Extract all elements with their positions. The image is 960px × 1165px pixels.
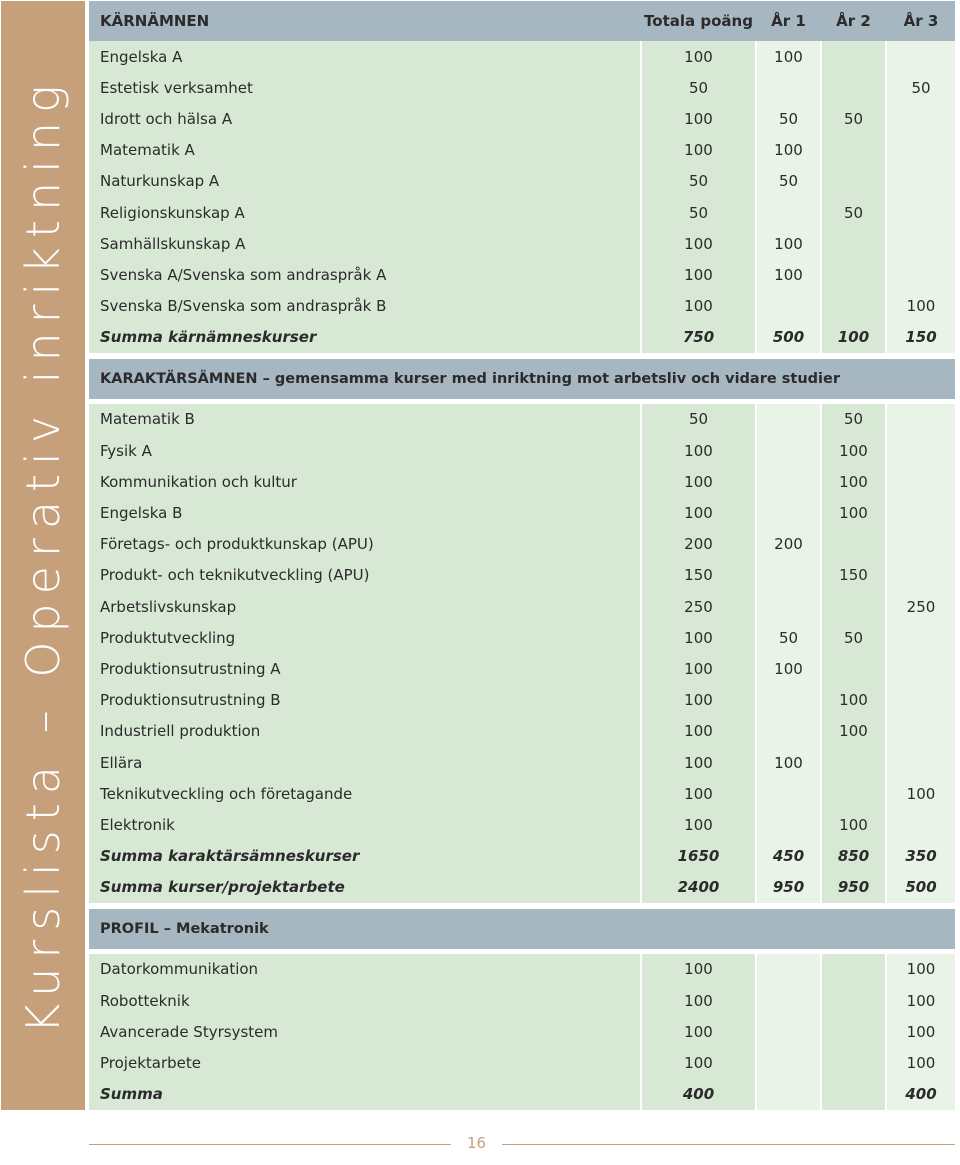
cell-year2 <box>822 228 885 259</box>
cell-total: 100 <box>642 435 755 466</box>
cell-total: 100 <box>642 1047 755 1078</box>
cell-total: 50 <box>642 166 755 197</box>
cell-year3: 500 <box>887 872 955 903</box>
cell-subject: Summa <box>89 1079 640 1110</box>
cell-year1 <box>757 778 820 809</box>
cell-total: 100 <box>642 103 755 134</box>
cell-total: 100 <box>642 466 755 497</box>
course-row <box>89 228 955 259</box>
footer-rule-left <box>89 1144 451 1145</box>
course-row <box>89 1047 955 1078</box>
cell-subject: Företags- och produktkunskap (APU) <box>89 529 640 560</box>
cell-year2: 100 <box>822 466 885 497</box>
cell-year1 <box>757 435 820 466</box>
cell-year2 <box>822 1079 885 1110</box>
cell-subject: Produktionsutrustning A <box>89 653 640 684</box>
sum-row <box>89 841 955 872</box>
cell-total: 2400 <box>642 872 755 903</box>
header-karnamnen <box>89 1 955 41</box>
cell-year2: 100 <box>822 716 885 747</box>
cell-total: 100 <box>642 809 755 840</box>
course-row <box>89 653 955 684</box>
cell-year1: 450 <box>757 841 820 872</box>
cell-total: 100 <box>642 653 755 684</box>
cell-year2: 950 <box>822 872 885 903</box>
header-profil <box>89 909 955 949</box>
cell-year2: 50 <box>822 197 885 228</box>
cell-total: 750 <box>642 322 755 353</box>
cell-subject: Projektarbete <box>89 1047 640 1078</box>
course-row <box>89 985 955 1016</box>
cell-year3 <box>887 135 955 166</box>
header-col-year3: År 3 <box>903 12 939 30</box>
cell-year2: 50 <box>822 404 885 435</box>
course-row <box>89 529 955 560</box>
cell-subject: Samhällskunskap A <box>89 228 640 259</box>
cell-year3: 150 <box>887 322 955 353</box>
cell-subject: Religionskunskap A <box>89 197 640 228</box>
cell-year1 <box>757 685 820 716</box>
cell-year1 <box>757 1016 820 1047</box>
cell-subject: Datorkommunikation <box>89 954 640 985</box>
cell-subject: Arbetslivskunskap <box>89 591 640 622</box>
header-col-year2: År 2 <box>836 12 871 30</box>
course-row <box>89 809 955 840</box>
cell-total: 100 <box>642 259 755 290</box>
cell-total: 100 <box>642 747 755 778</box>
cell-total: 50 <box>642 197 755 228</box>
cell-year1: 200 <box>757 529 820 560</box>
karakt-section <box>89 399 955 903</box>
cell-year3 <box>887 622 955 653</box>
cell-year3 <box>887 685 955 716</box>
cell-total: 100 <box>642 41 755 72</box>
cell-year1 <box>757 716 820 747</box>
cell-subject: Ellära <box>89 747 640 778</box>
cell-subject: Fysik A <box>89 435 640 466</box>
cell-subject: Robotteknik <box>89 985 640 1016</box>
cell-year1 <box>757 985 820 1016</box>
cell-year3: 100 <box>887 1016 955 1047</box>
cell-year3 <box>887 809 955 840</box>
karakt-title: KARAKTÄRSÄMNEN <box>100 370 258 387</box>
cell-subject: Industriell produktion <box>89 716 640 747</box>
cell-subject: Svenska A/Svenska som andraspråk A <box>89 259 640 290</box>
cell-subject: Summa karaktärsämneskurser <box>89 841 640 872</box>
cell-year3 <box>887 166 955 197</box>
cell-year3 <box>887 747 955 778</box>
cell-year3 <box>887 497 955 528</box>
cell-year2: 100 <box>822 809 885 840</box>
cell-year3 <box>887 529 955 560</box>
cell-total: 100 <box>642 1016 755 1047</box>
course-row <box>89 497 955 528</box>
header-col-total: Totala poäng <box>644 12 753 30</box>
cell-year2 <box>822 591 885 622</box>
cell-year3 <box>887 560 955 591</box>
cell-total: 100 <box>642 716 755 747</box>
cell-year3: 100 <box>887 291 955 322</box>
cell-total: 100 <box>642 135 755 166</box>
cell-year1: 100 <box>757 228 820 259</box>
cell-year3 <box>887 228 955 259</box>
cell-year2: 100 <box>822 435 885 466</box>
cell-year1: 50 <box>757 622 820 653</box>
cell-year2: 100 <box>822 685 885 716</box>
cell-year2: 50 <box>822 103 885 134</box>
cell-subject: Summa kärnämneskurser <box>89 322 640 353</box>
cell-year1: 100 <box>757 41 820 72</box>
cell-year2 <box>822 1047 885 1078</box>
cell-year1 <box>757 72 820 103</box>
cell-total: 400 <box>642 1079 755 1110</box>
course-row <box>89 72 955 103</box>
cell-year1: 500 <box>757 322 820 353</box>
cell-total: 100 <box>642 497 755 528</box>
course-row <box>89 135 955 166</box>
header-col-subject: KÄRNÄMNEN <box>100 12 210 30</box>
header-karaktarsamnen <box>89 359 955 399</box>
cell-year1: 100 <box>757 135 820 166</box>
cell-total: 100 <box>642 291 755 322</box>
cell-year1 <box>757 1047 820 1078</box>
course-row <box>89 591 955 622</box>
cell-subject: Elektronik <box>89 809 640 840</box>
course-row <box>89 41 955 72</box>
course-row <box>89 291 955 322</box>
cell-year2 <box>822 166 885 197</box>
cell-subject: Engelska B <box>89 497 640 528</box>
cell-year3 <box>887 103 955 134</box>
sum-row <box>89 1079 955 1110</box>
cell-total: 250 <box>642 591 755 622</box>
course-row <box>89 716 955 747</box>
cell-year2 <box>822 259 885 290</box>
page-number: 16 <box>466 1134 487 1152</box>
cell-subject: Kommunikation och kultur <box>89 466 640 497</box>
course-row <box>89 1016 955 1047</box>
cell-year2 <box>822 72 885 103</box>
cell-subject: Estetisk verksamhet <box>89 72 640 103</box>
cell-year2 <box>822 778 885 809</box>
profil-title: PROFIL <box>100 920 159 937</box>
cell-year2: 100 <box>822 497 885 528</box>
course-row <box>89 747 955 778</box>
cell-year3: 100 <box>887 985 955 1016</box>
course-row <box>89 259 955 290</box>
cell-year1: 950 <box>757 872 820 903</box>
cell-year3 <box>887 653 955 684</box>
cell-year2 <box>822 291 885 322</box>
course-row <box>89 622 955 653</box>
cell-year1: 50 <box>757 103 820 134</box>
cell-total: 150 <box>642 560 755 591</box>
cell-total: 100 <box>642 778 755 809</box>
cell-year2 <box>822 747 885 778</box>
header-col-year1: År 1 <box>771 12 806 30</box>
cell-total: 100 <box>642 954 755 985</box>
cell-year2: 850 <box>822 841 885 872</box>
cell-year3 <box>887 716 955 747</box>
course-row <box>89 197 955 228</box>
cell-subject: Avancerade Styrsystem <box>89 1016 640 1047</box>
cell-total: 100 <box>642 622 755 653</box>
cell-year2 <box>822 954 885 985</box>
cell-year1: 100 <box>757 653 820 684</box>
cell-year3 <box>887 466 955 497</box>
side-title: Kurslista – Operativ inriktning <box>16 76 70 1034</box>
cell-subject: Matematik A <box>89 135 640 166</box>
cell-year2 <box>822 1016 885 1047</box>
cell-subject: Produktutveckling <box>89 622 640 653</box>
cell-subject: Naturkunskap A <box>89 166 640 197</box>
cell-year1 <box>757 809 820 840</box>
cell-subject: Produktionsutrustning B <box>89 685 640 716</box>
cell-total: 50 <box>642 404 755 435</box>
cell-year3: 50 <box>887 72 955 103</box>
cell-subject: Engelska A <box>89 41 640 72</box>
course-row <box>89 103 955 134</box>
cell-year2 <box>822 985 885 1016</box>
cell-year2: 150 <box>822 560 885 591</box>
cell-year3 <box>887 435 955 466</box>
cell-total: 100 <box>642 685 755 716</box>
cell-total: 1650 <box>642 841 755 872</box>
course-row <box>89 466 955 497</box>
cell-year3 <box>887 259 955 290</box>
profil-section <box>89 949 955 1110</box>
course-row <box>89 778 955 809</box>
karn-section <box>89 41 955 353</box>
course-row <box>89 685 955 716</box>
cell-total: 200 <box>642 529 755 560</box>
cell-subject: Teknikutveckling och företagande <box>89 778 640 809</box>
cell-total: 50 <box>642 72 755 103</box>
cell-year2: 50 <box>822 622 885 653</box>
course-table <box>89 1 955 1110</box>
cell-year1: 100 <box>757 259 820 290</box>
cell-year1 <box>757 404 820 435</box>
cell-year1 <box>757 560 820 591</box>
footer-rule-right <box>502 1144 955 1145</box>
side-banner <box>1 1 85 1110</box>
cell-year3: 100 <box>887 778 955 809</box>
cell-total: 100 <box>642 985 755 1016</box>
cell-subject: Svenska B/Svenska som andraspråk B <box>89 291 640 322</box>
cell-total: 100 <box>642 228 755 259</box>
cell-year1 <box>757 291 820 322</box>
cell-subject: Summa kurser/projektarbete <box>89 872 640 903</box>
karakt-subtitle: – gemensamma kurser med inriktning mot arbetsliv och vidare studier <box>262 370 840 387</box>
cell-subject: Matematik B <box>89 404 640 435</box>
cell-year2 <box>822 135 885 166</box>
cell-year1 <box>757 954 820 985</box>
cell-year3: 400 <box>887 1079 955 1110</box>
cell-year1: 100 <box>757 747 820 778</box>
sum-row <box>89 872 955 903</box>
course-row <box>89 435 955 466</box>
cell-year1 <box>757 466 820 497</box>
cell-year1 <box>757 591 820 622</box>
cell-year1 <box>757 497 820 528</box>
course-row <box>89 404 955 435</box>
cell-subject: Idrott och hälsa A <box>89 103 640 134</box>
cell-year1: 50 <box>757 166 820 197</box>
profil-subtitle: – Mekatronik <box>163 920 269 937</box>
cell-year3: 100 <box>887 954 955 985</box>
cell-year3: 350 <box>887 841 955 872</box>
cell-year2 <box>822 529 885 560</box>
course-row <box>89 954 955 985</box>
cell-year3 <box>887 404 955 435</box>
cell-year2 <box>822 653 885 684</box>
cell-year3 <box>887 41 955 72</box>
cell-subject: Produkt- och teknikutveckling (APU) <box>89 560 640 591</box>
cell-year1 <box>757 197 820 228</box>
cell-year1 <box>757 1079 820 1110</box>
cell-year2: 100 <box>822 322 885 353</box>
cell-year2 <box>822 41 885 72</box>
course-row <box>89 166 955 197</box>
course-row <box>89 560 955 591</box>
cell-year3 <box>887 197 955 228</box>
cell-year3: 250 <box>887 591 955 622</box>
sum-row <box>89 322 955 353</box>
cell-year3: 100 <box>887 1047 955 1078</box>
